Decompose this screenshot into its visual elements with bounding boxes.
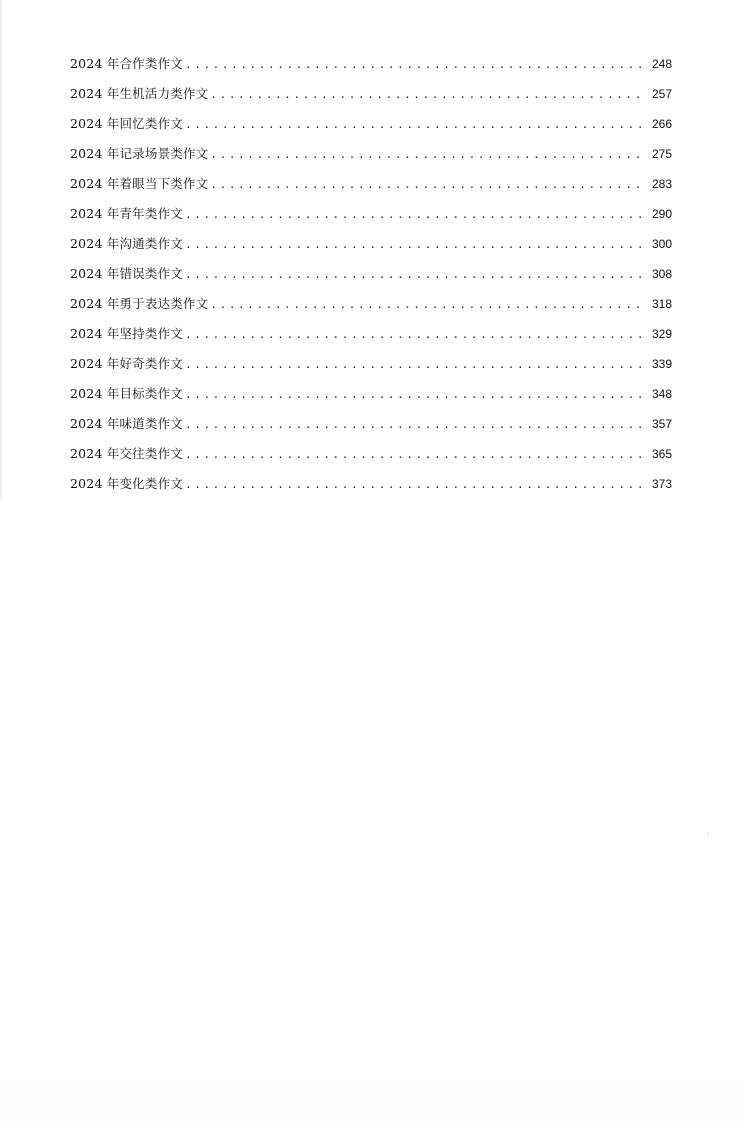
table-of-contents xyxy=(70,52,672,502)
toc-entry-page-number: 365 xyxy=(651,447,672,461)
toc-entry[interactable] xyxy=(70,382,672,412)
toc-entry-page-number: 329 xyxy=(651,327,672,341)
toc-entry-title: 2024 年沟通类作文 xyxy=(70,236,183,251)
toc-entry-title: 2024 年合作类作文 xyxy=(70,56,183,71)
toc-entry-title: 2024 年坚持类作文 xyxy=(70,326,183,341)
toc-entry[interactable] xyxy=(70,412,672,442)
toc-entry-title: 2024 年记录场景类作文 xyxy=(70,146,209,161)
scan-speck xyxy=(707,833,709,834)
toc-entry-page-number: 248 xyxy=(651,57,672,71)
toc-entry-title: 2024 年回忆类作文 xyxy=(70,116,183,131)
toc-entry-title: 2024 年交往类作文 xyxy=(70,446,183,461)
toc-entry[interactable] xyxy=(70,262,672,292)
toc-entry-title: 2024 年好奇类作文 xyxy=(70,356,183,371)
toc-entry-page-number: 257 xyxy=(651,87,672,101)
toc-entry[interactable] xyxy=(70,292,672,322)
toc-entry-page-number: 300 xyxy=(651,237,672,251)
toc-entry-page-number: 339 xyxy=(651,357,672,371)
toc-entry-title: 2024 年变化类作文 xyxy=(70,476,183,491)
toc-entry[interactable] xyxy=(70,142,672,172)
toc-dot-leader xyxy=(210,143,646,167)
toc-dot-leader xyxy=(185,263,646,287)
toc-dot-leader xyxy=(185,53,646,77)
toc-entry[interactable] xyxy=(70,202,672,232)
toc-entry-page-number: 283 xyxy=(651,177,672,191)
page-bottom-shade xyxy=(0,1061,744,1121)
toc-entry[interactable] xyxy=(70,352,672,382)
toc-dot-leader xyxy=(185,203,646,227)
page-left-edge-shadow xyxy=(0,0,3,500)
toc-dot-leader xyxy=(185,383,646,407)
toc-entry-page-number: 357 xyxy=(651,417,672,431)
toc-entry[interactable] xyxy=(70,442,672,472)
toc-entry-page-number: 266 xyxy=(651,117,672,131)
toc-dot-leader xyxy=(185,413,646,437)
toc-entry-title: 2024 年着眼当下类作文 xyxy=(70,176,209,191)
toc-entry-page-number: 318 xyxy=(651,297,672,311)
toc-entry-page-number: 308 xyxy=(651,267,672,281)
toc-entry[interactable] xyxy=(70,112,672,142)
toc-dot-leader xyxy=(185,113,646,137)
toc-dot-leader xyxy=(185,353,646,377)
toc-dot-leader xyxy=(185,233,646,257)
toc-entry-page-number: 348 xyxy=(651,387,672,401)
toc-entry[interactable] xyxy=(70,322,672,352)
toc-entry-title: 2024 年生机活力类作文 xyxy=(70,86,209,101)
toc-dot-leader xyxy=(185,473,646,497)
toc-entry[interactable] xyxy=(70,172,672,202)
toc-entry-title: 2024 年勇于表达类作文 xyxy=(70,296,209,311)
toc-entry[interactable] xyxy=(70,82,672,112)
toc-entry-page-number: 290 xyxy=(651,207,672,221)
toc-entry[interactable] xyxy=(70,52,672,82)
toc-dot-leader xyxy=(185,323,646,347)
toc-entry-page-number: 373 xyxy=(651,477,672,491)
toc-entry-title: 2024 年青年类作文 xyxy=(70,206,183,221)
toc-dot-leader xyxy=(210,293,646,317)
toc-entry[interactable] xyxy=(70,472,672,502)
toc-entry-title: 2024 年目标类作文 xyxy=(70,386,183,401)
toc-entry[interactable] xyxy=(70,232,672,262)
toc-dot-leader xyxy=(185,443,646,467)
toc-entry-page-number: 275 xyxy=(651,147,672,161)
toc-entry-title: 2024 年味道类作文 xyxy=(70,416,183,431)
toc-entry-title: 2024 年错误类作文 xyxy=(70,266,183,281)
toc-dot-leader xyxy=(210,173,646,197)
toc-dot-leader xyxy=(210,83,646,107)
